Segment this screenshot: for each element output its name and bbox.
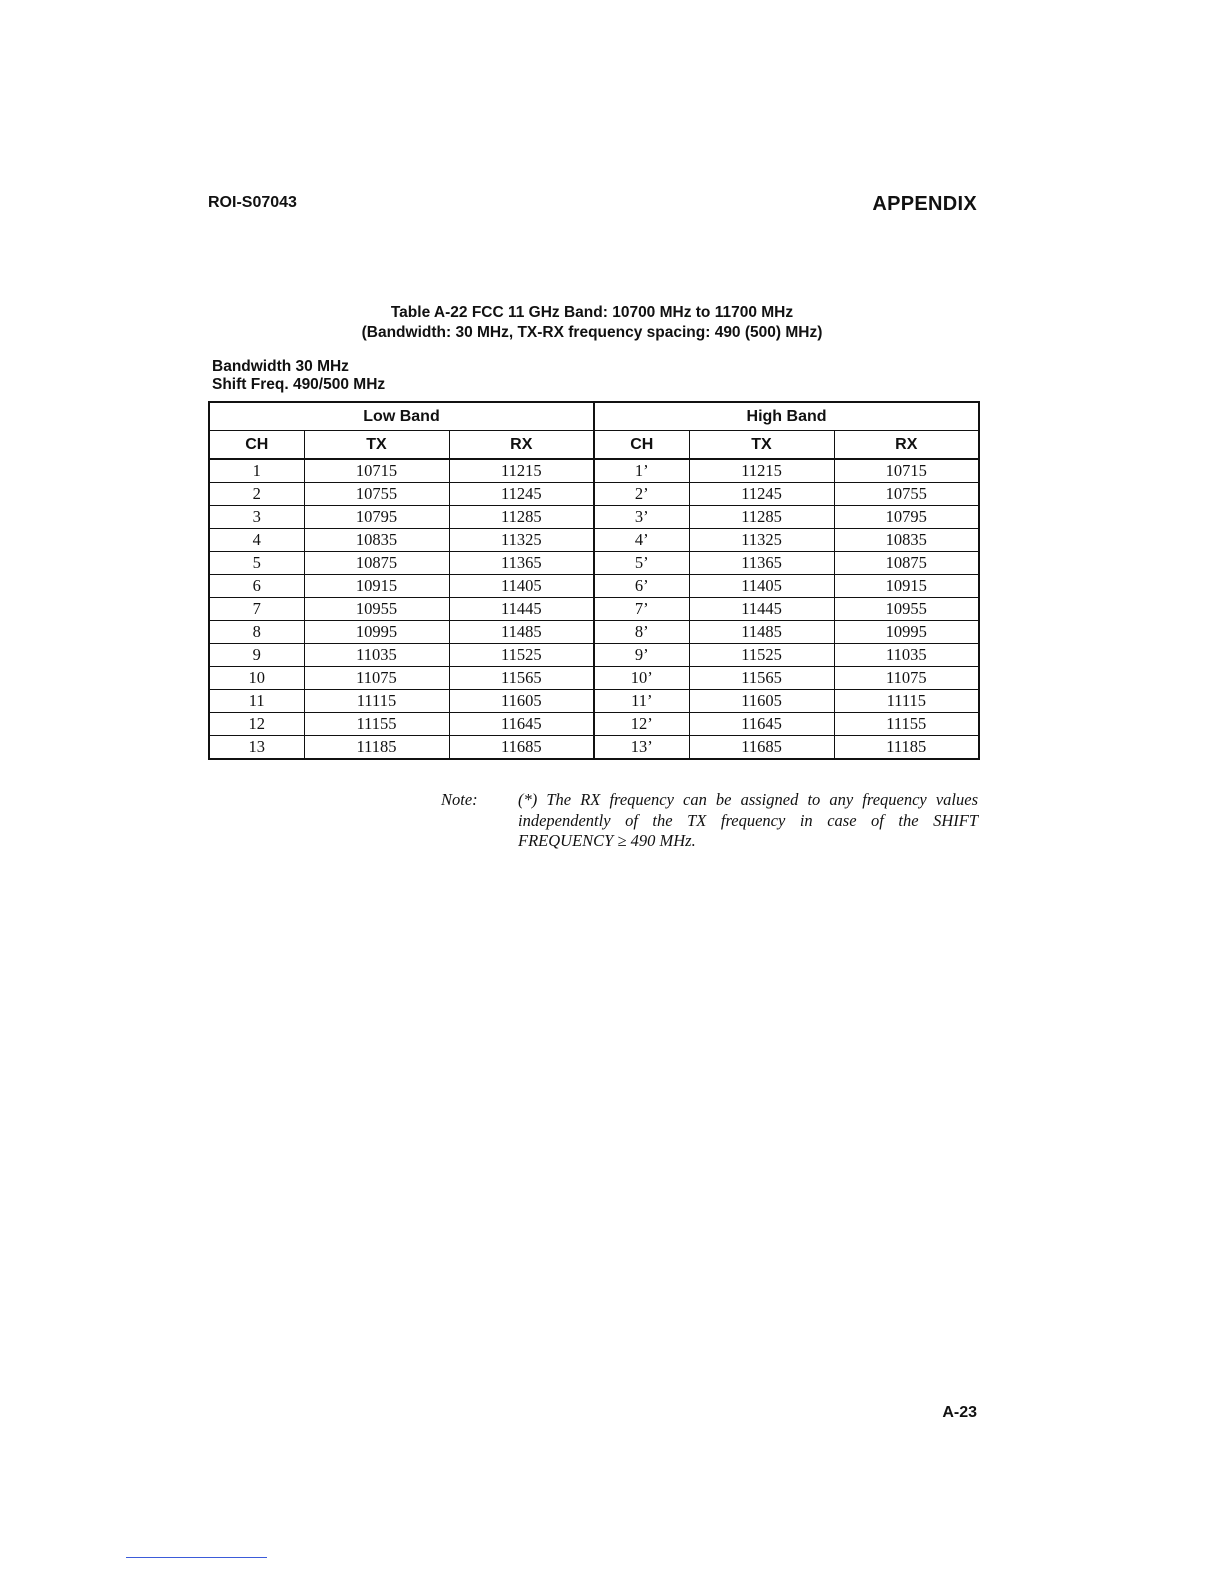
table-cell: 11325 [689,529,834,552]
column-header: CH [594,431,689,460]
table-cell: 3 [209,506,304,529]
table-row [209,644,979,667]
table-cell: 11325 [449,529,594,552]
table-cell: 3’ [594,506,689,529]
table-cell: 11155 [834,713,979,736]
table-cell: 8’ [594,621,689,644]
page-number: A-23 [942,1404,977,1421]
table-cell: 10915 [304,575,449,598]
column-header: TX [304,431,449,460]
table-cell: 11035 [304,644,449,667]
table-cell: 10 [209,667,304,690]
table-row [209,621,979,644]
column-header: TX [689,431,834,460]
table-cell: 11215 [689,459,834,483]
table-cell: 11075 [834,667,979,690]
table-cell: 11685 [449,736,594,760]
group-header-low-band: Low Band [209,402,594,431]
table-cell: 11245 [689,483,834,506]
table-cell: 10835 [834,529,979,552]
table-cell: 2’ [594,483,689,506]
table-cell: 13 [209,736,304,760]
table-cell: 4’ [594,529,689,552]
frequency-table [208,401,980,760]
table-cell: 11565 [449,667,594,690]
table-cell: 10955 [834,598,979,621]
table-cell: 11245 [449,483,594,506]
column-header: CH [209,431,304,460]
table-cell: 7’ [594,598,689,621]
group-header-high-band: High Band [594,402,979,431]
table-cell: 12 [209,713,304,736]
table-cell: 12’ [594,713,689,736]
table-cell: 11405 [449,575,594,598]
table-cell: 11525 [689,644,834,667]
table-caption-title: Table A-22 FCC 11 GHz Band: 10700 MHz to 11700 MHz [390,304,794,321]
table-cell: 11115 [304,690,449,713]
table-cell: 10915 [834,575,979,598]
table-cell: 11’ [594,690,689,713]
table-cell: 10755 [304,483,449,506]
table-row [209,506,979,529]
table-cell: 11445 [689,598,834,621]
table-cell: 10715 [834,459,979,483]
table-row [209,529,979,552]
table-cell: 10875 [834,552,979,575]
table-cell: 6’ [594,575,689,598]
table-cell: 13’ [594,736,689,760]
table-cell: 11185 [834,736,979,760]
table-cell: 10’ [594,667,689,690]
table-cell: 10995 [304,621,449,644]
table-body [209,459,979,759]
table-cell: 11215 [449,459,594,483]
section-title: APPENDIX [872,193,977,215]
table-cell: 10995 [834,621,979,644]
table-cell: 11445 [449,598,594,621]
table-cell: 8 [209,621,304,644]
table-cell: 11115 [834,690,979,713]
table-cell: 11605 [689,690,834,713]
table-cell: 11185 [304,736,449,760]
table-cell: 7 [209,598,304,621]
table-cell: 10755 [834,483,979,506]
table-row [209,459,979,483]
table-cell: 11565 [689,667,834,690]
table-cell: 5 [209,552,304,575]
table-cell: 10835 [304,529,449,552]
table-cell: 10715 [304,459,449,483]
table-cell: 4 [209,529,304,552]
table-cell: 1’ [594,459,689,483]
table-cell: 11155 [304,713,449,736]
table-cell: 11645 [689,713,834,736]
table-cell: 11035 [834,644,979,667]
table-cell: 10875 [304,552,449,575]
table-cell: 11075 [304,667,449,690]
footer-rule [126,1557,267,1558]
table-cell: 2 [209,483,304,506]
table-cell: 11685 [689,736,834,760]
table-row [209,736,979,760]
shift-frequency-label: Shift Freq. 490/500 MHz [212,376,386,393]
table-cell: 11365 [449,552,594,575]
table-cell: 6 [209,575,304,598]
table-cell: 11525 [449,644,594,667]
table-row [209,483,979,506]
table-row [209,598,979,621]
table-cell: 10795 [834,506,979,529]
table-cell: 11645 [449,713,594,736]
table-cell: 5’ [594,552,689,575]
table-cell: 11485 [689,621,834,644]
note-label: Note: [441,790,478,809]
table-cell: 11605 [449,690,594,713]
bandwidth-label: Bandwidth 30 MHz [212,358,349,375]
table-row [209,552,979,575]
table-cell: 1 [209,459,304,483]
table-caption-subtitle: (Bandwidth: 30 MHz, TX-RX frequency spacing: 490 (500) MHz) [361,324,823,341]
table-cell: 11285 [689,506,834,529]
table-cell: 11285 [449,506,594,529]
table-cell: 9 [209,644,304,667]
note-text: (*) The RX frequency can be assigned to any frequency values independently of the TX frequency in case of the SHIFT FREQUENCY ≥ 490 MHz. [518,790,978,850]
table-cell: 11 [209,690,304,713]
table-cell: 11485 [449,621,594,644]
table-cell: 10795 [304,506,449,529]
table-cell: 9’ [594,644,689,667]
column-header: RX [449,431,594,460]
document-id: ROI-S07043 [208,194,297,211]
table-row [209,667,979,690]
table-cell: 11365 [689,552,834,575]
table-cell: 10955 [304,598,449,621]
table-cell: 11405 [689,575,834,598]
table-row [209,713,979,736]
table-row [209,575,979,598]
table-row [209,690,979,713]
column-header: RX [834,431,979,460]
